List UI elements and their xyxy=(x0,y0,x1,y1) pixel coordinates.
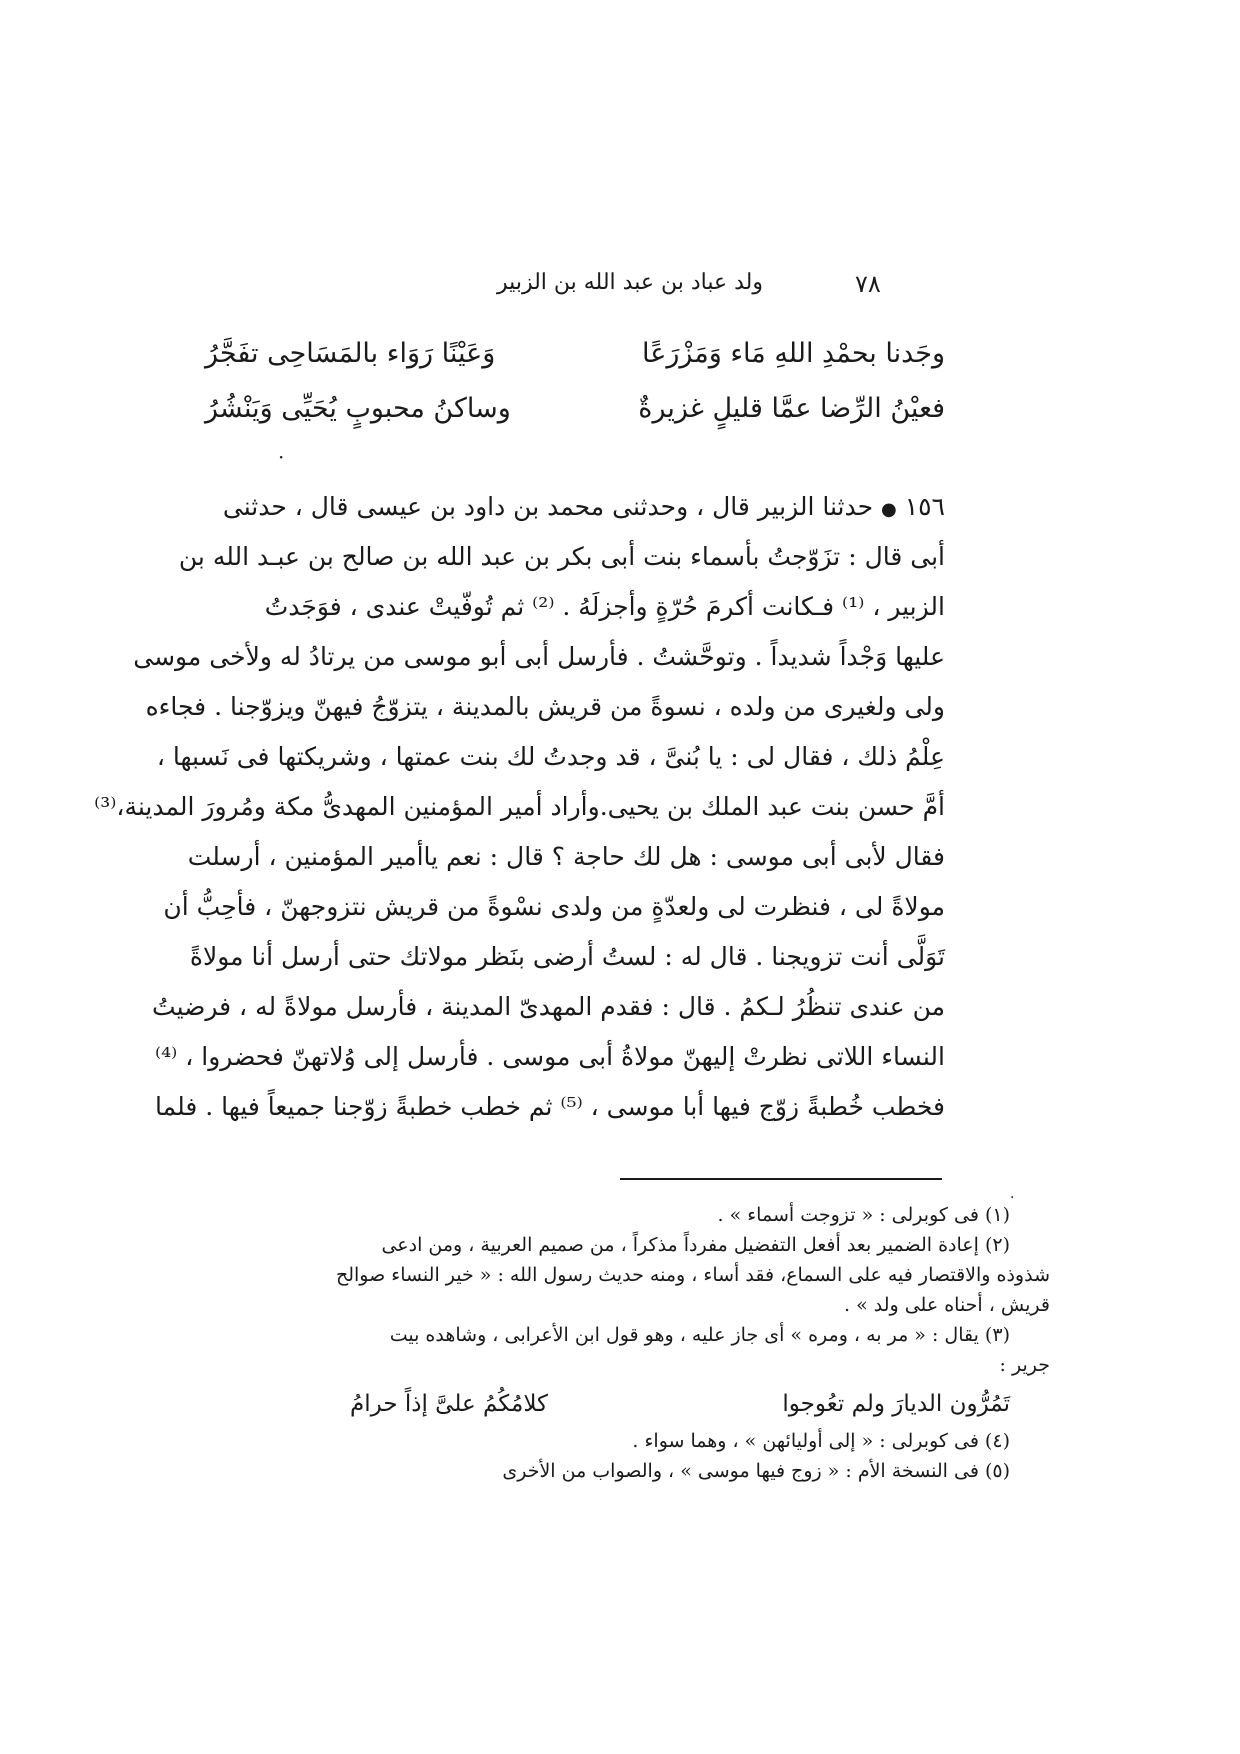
body-line xyxy=(205,482,945,532)
footnote-verse-first: تَمُرُّون الديارَ ولم تعُوجوا xyxy=(782,1391,1010,1417)
body-line: من عندى تنظُرُ لـكمُ . قال : فقدم المهدىّ المدينة ، فأرسل مولاةً له ، فرضيتُ xyxy=(152,992,945,1021)
footnote-divider xyxy=(620,1178,942,1180)
body-line: عِلْمُ ذلك ، فقال لى : يا بُنىَّ ، قد وجدتُ لك بنت عمتها ، وشريكتها فى نَسبها ، xyxy=(156,742,945,771)
verse-1-first-hemistich: وجَدنا بحمْدِ اللهِ مَاء وَمَزْرَعًا xyxy=(642,338,945,369)
verse-1-second-hemistich: وَعَيْنًا رَوَاء بالمَسَاحِى تفَجَّرُ xyxy=(205,338,496,369)
body-line: فخطب خُطبةً زوّج فيها أبا موسى ، ⁽⁵⁾ ثم خطب خطبةً زوّجنا جميعاً فيها . فلما xyxy=(155,1092,945,1121)
body-line: مولاةً لى ، فنظرت لى ولعدّةٍ من ولدى نسْوةً من قريش نتزوجهنّ ، فأحِبُّ أن xyxy=(163,892,945,921)
verse-2-second-hemistich: وساكنُ محبوبٍ يُحَيِّى وَيَنْشُرُ xyxy=(205,393,511,424)
body-line: ولى ولغيرى من ولده ، نسوةً من قريش بالمدينة ، يتزوّجُ فيهنّ ويزوّجنا . فجاءه xyxy=(145,692,945,721)
page-number: ٧٨ xyxy=(855,270,881,298)
body-line: فقال لأبى أبى موسى : هل لك حاجة ؟ قال : نعم ياأمير المؤمنين ، أرسلت xyxy=(187,842,945,871)
body-line: الزبير ، ⁽¹⁾ فـكانت أكرمَ حُرّةٍ وأجزلَهُ . ⁽²⁾ ثم تُوفّيتْ عندى ، فوَجَدتُ xyxy=(264,592,945,621)
entry-number: ١٥٦ xyxy=(904,492,945,521)
dot-mark: · xyxy=(278,445,285,469)
footnotes xyxy=(270,1200,1050,1486)
running-head: ولد عباد بن عبد الله بن الزبير xyxy=(497,270,763,295)
footnote-2-line: شذوذه والاقتصار فيه على السماع، فقد أساء ، ومنه حديث رسول الله : « خير النساء صوالح xyxy=(335,1264,1050,1286)
margin-dot: · xyxy=(1010,1190,1015,1206)
bullet-icon: ● xyxy=(881,499,897,520)
footnote-4: (٤) فى كوبرلى : « إلى أوليائهن » ، وهما سواء . xyxy=(632,1430,1010,1452)
verse-2 xyxy=(205,393,945,424)
body-line: عليها وَجْداً شديداً . وتوحَّشتُ . فأرسل أبى أبو موسى من يرتادُ له ولأخى موسى xyxy=(133,642,945,671)
footnote-2-line: (٢) إعادة الضمير بعد أفعل التفضيل مفرداً مذكراً ، من صميم العربية ، ومن ادعى xyxy=(381,1234,1010,1256)
footnote-verse-second: كلامُكُمُ علىَّ إذاً حرامُ xyxy=(350,1391,549,1417)
body-line: تَوَلَّى أنت تزويجنا . قال له : لستُ أرضى بنَظر مولاتك حتى أرسل أنا مولاةً xyxy=(189,942,945,971)
footnote-5: (٥) فى النسخة الأم : « زوج فيها موسى » ، والصواب من الأخرى xyxy=(502,1460,1010,1482)
footnote-3-line: جرير : xyxy=(999,1354,1050,1376)
body-line-text: حدثنا الزبير قال ، وحدثنى محمد بن داود بن عيسى قال ، حدثنى xyxy=(222,492,874,521)
body-line: أبى قال : تزَوّجتُ بأسماء بنت أبى بكر بن عبد الله بن صالح بن عبـد الله بن xyxy=(178,542,945,571)
body-line: النساء اللاتى نظرتْ إليهنّ مولاةُ أبى موسى . فأرسل إلى وُلاتهنّ فحضروا ، ⁽⁴⁾ xyxy=(155,1042,945,1071)
body-text xyxy=(94,482,945,1132)
footnote-3-line: (٣) يقال : « مر به ، ومره » أى جاز عليه ، وهو قول ابن الأعرابى ، وشاهده بيت xyxy=(389,1324,1010,1346)
footnote-2-line: قريش ، أحناه على ولد » . xyxy=(843,1294,1050,1316)
body-line: أمَّ حسن بنت عبد الملك بن يحيى.وأراد أمير المؤمنين المهدىُّ مكة ومُرورَ المدينة،⁽³⁾ xyxy=(94,792,945,821)
footnote-3-verse xyxy=(350,1384,1010,1424)
footnote-1: (١) فى كوبرلى : « تزوجت أسماء » . xyxy=(717,1204,1010,1226)
verse-2-first-hemistich: فعيْنُ الرِّضا عمَّا قليلٍ غزيرةٌ xyxy=(638,393,945,424)
verse-1 xyxy=(205,338,945,369)
